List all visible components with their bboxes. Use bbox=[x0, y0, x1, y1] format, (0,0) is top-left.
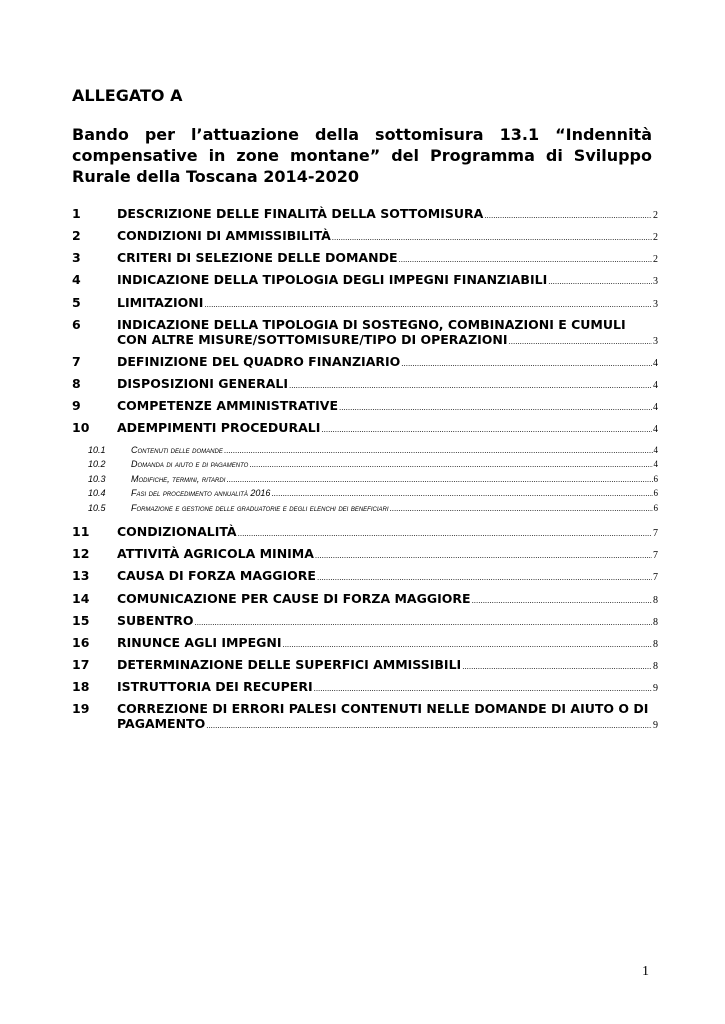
toc-entry-number: 4 bbox=[72, 272, 81, 287]
dot-leader bbox=[206, 719, 652, 734]
toc-entry-page: 8 bbox=[653, 595, 658, 606]
dot-leader bbox=[238, 527, 652, 542]
toc-entry-title: LIMITAZIONI bbox=[117, 295, 204, 310]
document-title: Bando per l’attuazione della sottomisura 13.1 “Indennità compensative in zone montane” del Programma di Sviluppo Rurale della Toscana 2014-2020 bbox=[72, 125, 652, 186]
toc-entry-number: 12 bbox=[72, 546, 90, 561]
dot-leader bbox=[462, 660, 652, 675]
toc-entry-number: 1 bbox=[72, 206, 81, 221]
toc-entry-title: ADEMPIMENTI PROCEDURALI bbox=[117, 420, 321, 435]
toc-entry-page: 8 bbox=[653, 639, 658, 650]
toc-entry-page: 4 bbox=[653, 358, 658, 369]
toc-entry-title: DETERMINAZIONE DELLE SUPERFICI AMMISSIBILI bbox=[117, 657, 462, 672]
dot-leader bbox=[249, 459, 652, 471]
toc-entry-page: 2 bbox=[653, 232, 658, 243]
dot-leader bbox=[204, 298, 652, 313]
dot-leader bbox=[317, 571, 652, 586]
toc-entry-page: 8 bbox=[653, 617, 658, 628]
dot-leader bbox=[224, 445, 653, 457]
toc-entry-title: CAUSA DI FORZA MAGGIORE bbox=[117, 568, 316, 583]
dot-leader bbox=[332, 231, 652, 246]
toc-entry-number: 9 bbox=[72, 398, 81, 413]
dot-leader bbox=[289, 379, 652, 394]
toc-entry-number: 8 bbox=[72, 376, 81, 391]
dot-leader bbox=[401, 357, 652, 372]
toc-subentry-title: Modifiche, termini, ritardi bbox=[131, 474, 226, 484]
toc-subentry-page: 6 bbox=[653, 503, 658, 513]
toc-entry-title: CONDIZIONALITÀ bbox=[117, 524, 237, 539]
dot-leader bbox=[548, 275, 652, 290]
toc-entry-number: 19 bbox=[72, 701, 90, 716]
toc-subentry-title: Fasi del procedimento annualità 2016 bbox=[131, 488, 271, 498]
dot-leader bbox=[282, 638, 652, 653]
toc-entry-title: INDICAZIONE DELLA TIPOLOGIA DEGLI IMPEGNI FINANZIABILI bbox=[117, 272, 548, 287]
toc-entry-page: 3 bbox=[653, 336, 658, 347]
toc-entry-title: DEFINIZIONE DEL QUADRO FINANZIARIO bbox=[117, 354, 401, 369]
toc-entry-page: 2 bbox=[653, 210, 658, 221]
toc-entry-number: 2 bbox=[72, 228, 81, 243]
toc-subentry-page: 6 bbox=[653, 474, 658, 484]
toc-entry-page: 4 bbox=[653, 380, 658, 391]
toc-subentry-number: 10.2 bbox=[88, 459, 106, 469]
toc-entry-title: DISPOSIZIONI GENERALI bbox=[117, 376, 288, 391]
toc-entry-number: 14 bbox=[72, 591, 90, 606]
dot-leader bbox=[472, 594, 652, 609]
toc-subentry-page: 6 bbox=[653, 488, 658, 498]
toc-entry-page: 8 bbox=[653, 661, 658, 672]
toc-entry-number: 6 bbox=[72, 317, 81, 332]
toc-entry-title: COMPETENZE AMMINISTRATIVE bbox=[117, 398, 338, 413]
toc-entry-title: DESCRIZIONE DELLE FINALITÀ DELLA SOTTOMISURA bbox=[117, 206, 484, 221]
dot-leader bbox=[509, 335, 652, 350]
toc-subentry-page: 4 bbox=[653, 459, 658, 469]
toc-entry-title: ISTRUTTORIA DEI RECUPERI bbox=[117, 679, 313, 694]
toc-entry-title-continued: CON ALTRE MISURE/SOTTOMISURE/TIPO DI OPERAZIONI bbox=[117, 332, 508, 347]
toc-entry-number: 11 bbox=[72, 524, 90, 539]
toc-entry-number: 10 bbox=[72, 420, 90, 435]
toc-entry-page: 7 bbox=[653, 572, 658, 583]
toc-entry-page: 3 bbox=[653, 299, 658, 310]
toc-entry-number: 7 bbox=[72, 354, 81, 369]
toc-subentry-title: Contenuti delle domande bbox=[131, 445, 223, 455]
toc-entry-page: 9 bbox=[653, 683, 658, 694]
toc-subentry-number: 10.5 bbox=[88, 503, 106, 513]
dot-leader bbox=[314, 682, 652, 697]
toc-subentry-number: 10.3 bbox=[88, 474, 106, 484]
toc-entry-number: 17 bbox=[72, 657, 90, 672]
toc-entry-page: 7 bbox=[653, 550, 658, 561]
toc-entry-page: 4 bbox=[653, 402, 658, 413]
toc-subentry-number: 10.1 bbox=[88, 445, 106, 455]
toc-entry-title: INDICAZIONE DELLA TIPOLOGIA DI SOSTEGNO, COMBINAZIONI E CUMULI bbox=[117, 317, 626, 332]
dot-leader bbox=[271, 488, 652, 500]
toc-subentry-number: 10.4 bbox=[88, 488, 106, 498]
toc-entry-page: 2 bbox=[653, 254, 658, 265]
toc-entry-title: CORREZIONE DI ERRORI PALESI CONTENUTI NELLE DOMANDE DI AIUTO O DI bbox=[117, 701, 649, 716]
toc-entry-number: 15 bbox=[72, 613, 90, 628]
toc-subentry-title: Domanda di aiuto e di pagamento bbox=[131, 459, 249, 469]
toc-entry-title: ATTIVITÀ AGRICOLA MINIMA bbox=[117, 546, 314, 561]
toc-entry-number: 16 bbox=[72, 635, 90, 650]
toc-entry-number: 5 bbox=[72, 295, 81, 310]
page-number: 1 bbox=[642, 964, 649, 979]
dot-leader bbox=[390, 503, 653, 515]
dot-leader bbox=[399, 253, 653, 268]
toc-entry-page: 3 bbox=[653, 276, 658, 287]
dot-leader bbox=[339, 401, 652, 416]
toc-entry-title: CONDIZIONI DI AMMISSIBILITÀ bbox=[117, 228, 331, 243]
toc-subentry-title: Formazione e gestione delle graduatorie e degli elenchi dei beneficiari bbox=[131, 503, 389, 513]
dot-leader bbox=[226, 474, 652, 486]
toc-entry-title-continued: PAGAMENTO bbox=[117, 716, 206, 731]
toc-entry-page: 4 bbox=[653, 424, 658, 435]
toc-entry-page: 9 bbox=[653, 720, 658, 731]
toc-entry-title: SUBENTRO bbox=[117, 613, 194, 628]
toc-entry-number: 13 bbox=[72, 568, 90, 583]
toc-entry-title: COMUNICAZIONE PER CAUSE DI FORZA MAGGIORE bbox=[117, 591, 471, 606]
dot-leader bbox=[321, 423, 652, 438]
toc-entry-title: RINUNCE AGLI IMPEGNI bbox=[117, 635, 282, 650]
dot-leader bbox=[315, 549, 652, 564]
dot-leader bbox=[194, 616, 652, 631]
toc-entry-number: 18 bbox=[72, 679, 90, 694]
document-heading: ALLEGATO A bbox=[72, 86, 183, 105]
toc-entry-page: 7 bbox=[653, 528, 658, 539]
dot-leader bbox=[484, 209, 652, 224]
toc-subentry-page: 4 bbox=[653, 445, 658, 455]
toc-entry-number: 3 bbox=[72, 250, 81, 265]
toc-entry-title: CRITERI DI SELEZIONE DELLE DOMANDE bbox=[117, 250, 398, 265]
